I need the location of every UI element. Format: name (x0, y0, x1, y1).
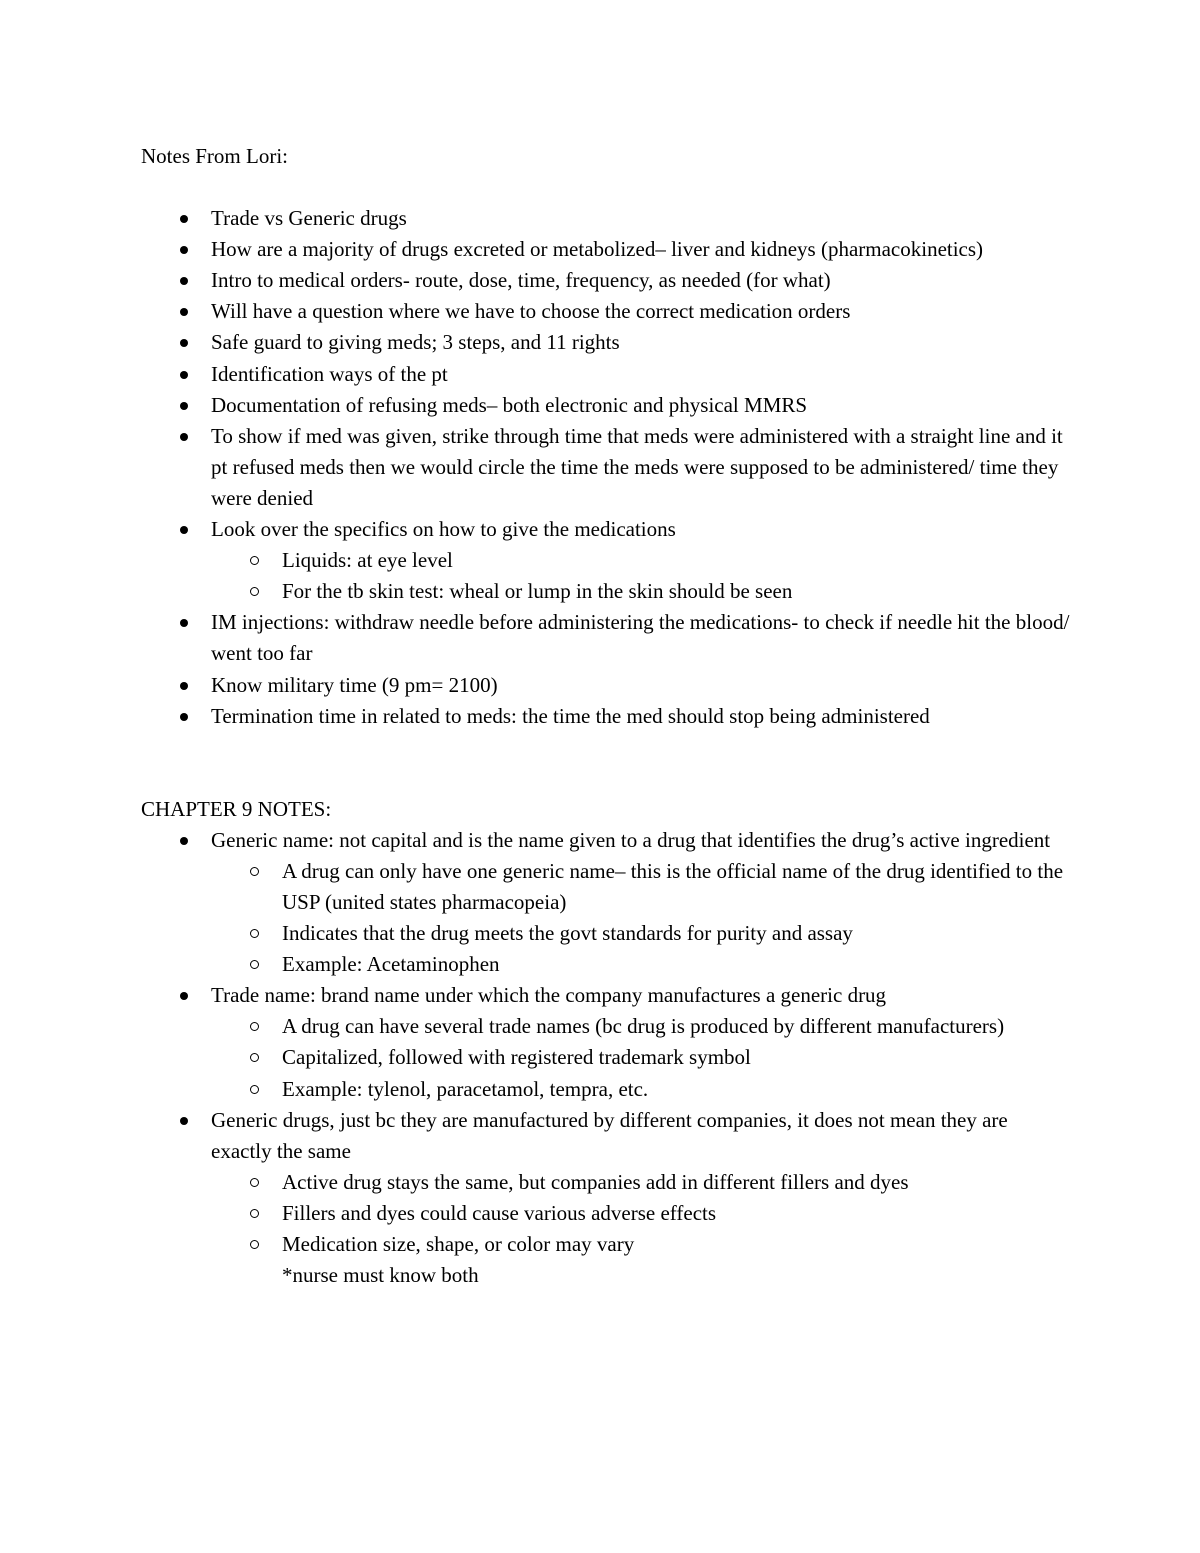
list-item (141, 296, 1071, 327)
list-item (141, 234, 1071, 265)
filled-bullet-icon (180, 526, 188, 534)
filled-bullet-icon (180, 277, 188, 285)
filled-bullet-icon (180, 308, 188, 316)
sub-list-item (141, 1229, 1071, 1291)
list-item (141, 1105, 1071, 1292)
list-item-text: Generic drugs, just bc they are manufactured by different companies, it does not mean they are exactly the same (211, 1107, 1008, 1163)
hollow-bullet-icon (250, 1240, 259, 1249)
list-item (141, 514, 1071, 607)
hollow-bullet-icon (250, 929, 259, 938)
list-item (141, 421, 1071, 514)
list-item-text: How are a majority of drugs excreted or metabolized– liver and kidneys (pharmacokinetics) (211, 237, 984, 262)
sub-list-item-text: Medication size, shape, or color may vary (282, 1232, 635, 1256)
filled-bullet-icon (180, 1117, 188, 1125)
filled-bullet-icon (180, 837, 188, 845)
list-item-text: Generic name: not capital and is the name given to a drug that identifies the drug’s active ingredient (211, 827, 1051, 852)
chapter-notes-list (141, 825, 1071, 1291)
list-item (141, 980, 1071, 1104)
filled-bullet-icon (180, 713, 188, 721)
sub-list-item-text: Active drug stays the same, but companies add in different fillers and dyes (282, 1169, 909, 1194)
sub-list-item (141, 856, 1071, 918)
list-item-text: Know military time (9 pm= 2100) (211, 672, 498, 697)
sub-list-item-text: Indicates that the drug meets the govt standards for purity and assay (282, 921, 853, 946)
sub-list-item-text: Liquids: at eye level (282, 548, 453, 573)
sub-list (141, 545, 1071, 607)
spacer (141, 172, 1071, 203)
list-item-text: Identification ways of the pt (211, 361, 448, 386)
hollow-bullet-icon (250, 556, 259, 565)
document-page (141, 141, 1071, 1291)
sub-list-item-text: For the tb skin test: wheal or lump in the skin should be seen (282, 579, 793, 604)
nurse-note: *nurse must know both (282, 1263, 479, 1288)
list-item-text: IM injections: withdraw needle before administering the medications- to check if needle hit the blood/ went too far (211, 610, 1070, 666)
sub-list-item (141, 1011, 1071, 1042)
hollow-bullet-icon (250, 1085, 259, 1094)
sub-list-item-text: Capitalized, followed with registered trademark symbol (282, 1045, 751, 1070)
filled-bullet-icon (180, 371, 188, 379)
filled-bullet-icon (180, 433, 188, 441)
filled-bullet-icon (180, 339, 188, 347)
hollow-bullet-icon (250, 1053, 259, 1062)
hollow-bullet-icon (250, 587, 259, 596)
list-item-text: Will have a question where we have to choose the correct medication orders (211, 299, 851, 324)
list-item-text: Trade name: brand name under which the company manufactures a generic drug (211, 983, 887, 1008)
list-item (141, 607, 1071, 669)
sub-list-item (141, 1074, 1071, 1105)
hollow-bullet-icon (250, 1178, 259, 1187)
list-item-text: Trade vs Generic drugs (211, 206, 407, 231)
sub-list-item (141, 1042, 1071, 1073)
list-item-text: Intro to medical orders- route, dose, time, frequency, as needed (for what) (211, 268, 831, 293)
spacer (141, 732, 1071, 794)
sub-list-item (141, 545, 1071, 576)
list-item-text: Documentation of refusing meds– both electronic and physical MMRS (211, 392, 808, 417)
filled-bullet-icon (180, 992, 188, 1000)
list-item (141, 265, 1071, 296)
sub-list-item-text: Example: tylenol, paracetamol, tempra, etc. (282, 1076, 649, 1101)
sub-list-item-text: A drug can only have one generic name– this is the official name of the drug identified to the USP (united states pharmacopeia) (282, 858, 1064, 914)
sub-list (141, 1011, 1071, 1104)
sub-list (141, 1167, 1071, 1291)
notes-list (141, 203, 1071, 732)
hollow-bullet-icon (250, 960, 259, 969)
sub-list-item (141, 949, 1071, 980)
filled-bullet-icon (180, 682, 188, 690)
sub-list-item (141, 918, 1071, 949)
list-item (141, 203, 1071, 234)
hollow-bullet-icon (250, 867, 259, 876)
sub-list-item-text: A drug can have several trade names (bc drug is produced by different manufacturers) (282, 1014, 1005, 1039)
filled-bullet-icon (180, 402, 188, 410)
list-item-text: Termination time in related to meds: the time the med should stop being administered (211, 703, 930, 728)
list-item (141, 327, 1071, 358)
hollow-bullet-icon (250, 1209, 259, 1218)
list-item (141, 359, 1071, 390)
sub-list-item-text: Fillers and dyes could cause various adverse effects (282, 1200, 717, 1225)
sub-list-item (141, 1167, 1071, 1198)
list-item (141, 390, 1071, 421)
filled-bullet-icon (180, 215, 188, 223)
filled-bullet-icon (180, 246, 188, 254)
list-item-text: Look over the specifics on how to give the medications (211, 517, 676, 542)
sub-list-item (141, 1198, 1071, 1229)
list-item (141, 825, 1071, 980)
list-item-text: To show if med was given, strike through time that meds were administered with a straight line and it pt refused meds then we would circle the time the meds were supposed to be administered/ time they were denied (211, 423, 1063, 510)
section-title-chapter-9-notes: CHAPTER 9 NOTES: (141, 796, 332, 821)
sub-list (141, 856, 1071, 980)
sub-list-item-text: Example: Acetaminophen (282, 952, 500, 977)
hollow-bullet-icon (250, 1022, 259, 1031)
list-item-text: Safe guard to giving meds; 3 steps, and 11 rights (211, 330, 620, 355)
filled-bullet-icon (180, 619, 188, 627)
list-item (141, 701, 1071, 732)
sub-list-item (141, 576, 1071, 607)
list-item (141, 670, 1071, 701)
section-title-notes-from-lori: Notes From Lori: (141, 144, 288, 168)
